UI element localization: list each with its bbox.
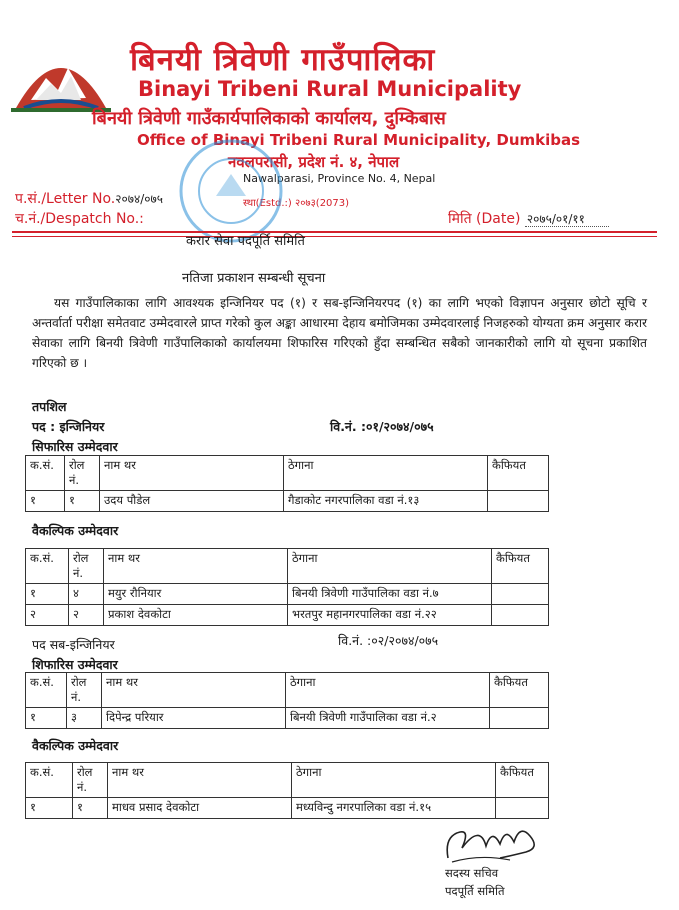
- header-divider-bottom: [12, 236, 657, 237]
- address-en: Nawalparasi, Province No. 4, Nepal: [243, 172, 436, 185]
- office-stamp-icon: [176, 136, 286, 246]
- details-label: तपशिल: [32, 399, 67, 414]
- notice-paragraph: यस गाउँपालिकाका लागि आवश्यक इन्जिनियर पद (१) र सब-इन्जिनियरपद (१) का लागि भएको विज्ञापन अनुसार छोटो सूचि र अन्तर्वार्ता परीक्षा समेतवाट उम्मेदवारले प्राप्त गरेको कुल अङ्का आधारमा देहाय बमोजिमका उम्मेदवारलाई निजहरुको योग्यता क्रम अनुसार करार सेवाका लागि बिनयी त्रिवेणी गाउँपालिकाको कार्यालयमा शिफारिस गरिएको हुँदा सम्बन्धित सबैको जानकारीको लागि यो सूचना प्रकाशित गरिएको छ ।: [32, 296, 647, 370]
- subengineer-alternate-label: वैकल्पिक उम्मेदवार: [32, 738, 119, 753]
- address-np: नवलपरासी, प्रदेश नं. ४, नेपाल: [228, 153, 400, 171]
- letter-date-value: २०७५/०१/११: [525, 212, 609, 227]
- col-remarks: कैफियत: [488, 456, 549, 491]
- header-divider-top: [12, 231, 657, 233]
- subengineer-recommended-label: शिफारिस उम्मेदवार: [32, 657, 118, 672]
- subengineer-post: पद सब-इन्जिनियर: [32, 637, 115, 652]
- col-roll: रोल नं.: [65, 456, 100, 491]
- letter-number-value: २०७४/०७५: [115, 192, 163, 206]
- notice-title: नतिजा प्रकाशन सम्बन्धी सूचना: [182, 271, 326, 286]
- signatory-role: सदस्य सचिव: [445, 866, 499, 880]
- established-year: स्था(Estd.:) २०७३(2073): [243, 198, 350, 209]
- table-row: २ २ प्रकाश देवकोटा भरतपुर महानगरपालिका वडा नं.२२: [26, 605, 549, 626]
- table-header-row: क.सं. रोल नं. नाम थर ठेगाना कैफियत: [26, 673, 549, 708]
- engineer-alternate-label: वैकल्पिक उम्मेदवार: [32, 523, 119, 538]
- letter-date: मिति (Date) २०७५/०१/११: [448, 209, 609, 228]
- signatory-committee: पदपूर्ति समिति: [445, 884, 505, 898]
- office-name-en: Office of Binayi Tribeni Rural Municipality, Dumkibas: [137, 131, 581, 149]
- col-sn: क.सं.: [26, 456, 65, 491]
- subengineer-ad-number: वि.नं. :०२/२०७४/०७५: [338, 633, 439, 648]
- office-name-np: बिनयी त्रिवेणी गाउँकार्यपालिकाको कार्यालय, दुम्किबास: [92, 108, 446, 129]
- engineer-recommended-label: सिफारिस उम्मेदवार: [32, 439, 118, 454]
- engineer-recommended-table: [25, 455, 549, 512]
- table-row: १ १ माधव प्रसाद देवकोटा मध्यविन्दु नगरपालिका वडा नं.१५: [26, 798, 549, 819]
- table-header-row: [26, 456, 549, 491]
- engineer-ad-number: वि.नं. :०१/२०७४/०७५: [330, 419, 434, 434]
- col-address: ठेगाना: [284, 456, 488, 491]
- subengineer-alternate-table: [25, 762, 549, 819]
- table-row: १ १ उदय पौडेल गैडाकोट नगरपालिका वडा नं.१३: [26, 491, 549, 512]
- despatch-number-label: च.नं./Despatch No.:: [15, 211, 144, 227]
- col-name: नाम थर: [100, 456, 284, 491]
- engineer-post: पद : इन्जिनियर: [32, 419, 105, 434]
- table-row: १ ३ दिपेन्द्र परियार बिनयी त्रिवेणी गाउँपालिका वडा नं.२: [26, 708, 549, 729]
- municipality-name-en: Binayi Tribeni Rural Municipality: [138, 77, 522, 101]
- table-row: १ ४ मयुर रौनियार बिनयी त्रिवेणी गाउँपालिका वडा नं.७: [26, 584, 549, 605]
- signature-icon: [440, 818, 550, 868]
- municipality-name-np: बिनयी त्रिवेणी गाउँपालिका: [130, 42, 436, 78]
- table-header-row: क.सं. रोल नं. नाम थर ठेगाना कैफियत: [26, 763, 549, 798]
- municipality-emblem-icon: [6, 38, 116, 116]
- table-header-row: क.सं. रोल नं. नाम थर ठेगाना कैफियत: [26, 549, 549, 584]
- committee-heading: करार सेवा पदपूर्ति समिति: [186, 234, 305, 249]
- engineer-alternate-table: [25, 548, 549, 626]
- subengineer-recommended-table: [25, 672, 549, 729]
- letter-number: प.सं./Letter No.२०७४/०७५: [15, 191, 163, 207]
